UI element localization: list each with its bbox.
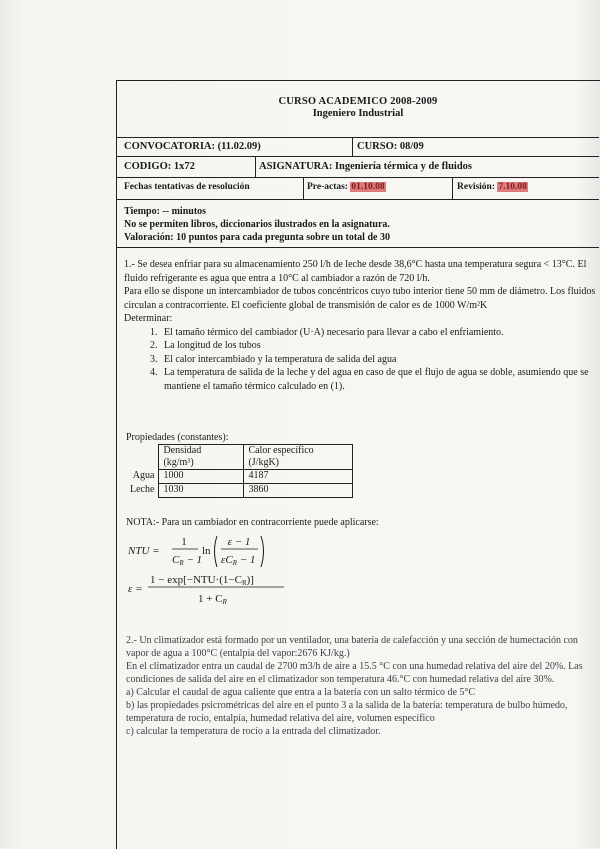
grid-line: [117, 156, 599, 157]
fechas-label: Fechas tentativas de resolución: [124, 182, 250, 192]
properties-table: [126, 444, 353, 498]
grid-line: [303, 177, 304, 199]
properties-title: Propiedades (constantes):: [126, 432, 229, 443]
revision-label: Revisión:: [457, 182, 495, 192]
list-item: 1. El tamaño térmico del cambiador (U·A) necesario para llevar a cabo el enfriamiento.: [160, 326, 596, 340]
revision-field: [457, 182, 528, 192]
ntu-ln: ln: [202, 545, 211, 557]
list-item: 4. La temperatura de salida de la leche y del agua en caso de que el flujo de agua se doble, asumiendo que se mantiene el tamaño térmico calculado en (1).: [160, 366, 596, 393]
cp-value: 4187: [244, 470, 353, 484]
grid-line: [117, 247, 599, 248]
revision-date: 7.10.08: [498, 182, 527, 192]
q2-part-b: b) las propiedades psicrométricas del aire en el punto 3 a la salida de la batería: temperatura de bulbo húmedo, temperatura de rocío, entalpía, humedad relativa del aire, volumen específico: [126, 700, 568, 724]
convocatoria-label: CONVOCATORIA: (11.02.09): [124, 141, 261, 152]
ntu-lhs: NTU =: [128, 545, 160, 557]
degree-name: Ingeniero Industrial: [312, 108, 404, 119]
codigo-label: CODIGO: 1x72: [124, 161, 195, 172]
grid-line: [352, 137, 353, 156]
nota-text: NOTA:- Para un cambiador en contracorriente puede aplicarse:: [126, 517, 379, 528]
grid-line: [255, 156, 256, 177]
q1-determinar: Determinar:: [124, 313, 173, 324]
grid-line: [117, 137, 599, 138]
time-rule: Tiempo: -- minutos: [124, 206, 207, 217]
ntu-inner-den: εCR − 1: [221, 554, 256, 567]
epsilon-lhs: ε =: [128, 583, 143, 595]
grid-line: [117, 199, 599, 200]
q2-intro: 2.- Un climatizador está formado por un ventilador, una batería de calefacción y una sección de humectación con vapor de agua a 100°C (entalpía del vapor:2676 KJ/kg.): [126, 635, 578, 659]
q1-setup: Para ello se dispone un intercambiador de tubos concéntricos cuyo tubo interior tiene 50 mm de diámetro. Los fluidos circulan a contracorriente. El coeficiente global de transmisión de calor es de 1000 W/m²K: [124, 286, 596, 311]
q2-conditions: En el climatizador entra un caudal de 2700 m3/h de aire a 15.5 °C con una humedad relativa del aire del 20%. Las condiciones de salida del aire en el climatizador son temperatura 46.°C con humedad relativa del aire 30%.: [126, 661, 583, 685]
epsilon-den: 1 + CR: [198, 593, 227, 606]
cp-header: Calor específico (J/kgK): [244, 445, 353, 470]
ntu-frac-den: CR − 1: [172, 554, 203, 567]
epsilon-equation: [126, 570, 326, 610]
books-rule: No se permiten libros, diccionarios ilustrados en la asignatura.: [124, 219, 390, 230]
question-2: [126, 634, 596, 738]
ntu-inner-num: ε − 1: [227, 536, 251, 548]
preactas-date: 01.10.08: [351, 182, 385, 192]
cp-value: 3860: [244, 484, 353, 498]
score-rule: Valoración: 10 puntos para cada pregunta sobre un total de 30: [124, 232, 390, 243]
grid-line: [452, 177, 453, 199]
exam-header: [117, 96, 599, 119]
epsilon-num: 1 − exp[−NTU·(1−CR)]: [150, 574, 254, 587]
q2-part-a: a) Calcular el caudal de agua caliente que entra a la batería con un salto térmico de 5°C: [126, 687, 476, 698]
q2-part-c: c) calcular la temperatura de rocío a la entrada del climatizador.: [126, 726, 381, 737]
grid-line: [117, 177, 599, 178]
preactas-label: Pre-actas:: [307, 182, 348, 192]
density-value: 1000: [159, 470, 244, 484]
fluid-name: Leche: [126, 484, 159, 498]
table-row: [126, 470, 353, 484]
density-header: Densidad (kg/m³): [159, 445, 244, 470]
list-item: 2. La longitud de los tubos: [160, 339, 596, 353]
table-row: [126, 484, 353, 498]
preactas-field: [307, 182, 386, 192]
list-item: 3. El calor intercambiado y la temperatura de salida del agua: [160, 353, 596, 367]
density-value: 1030: [159, 484, 244, 498]
asignatura-label: ASIGNATURA: Ingeniería térmica y de fluidos: [259, 161, 473, 172]
ntu-equation: [126, 532, 306, 572]
curso-label: CURSO: 08/09: [357, 141, 424, 152]
fluid-name: Agua: [126, 470, 159, 484]
q1-task-list: [124, 326, 596, 394]
q1-statement: 1.- Se desea enfriar para su almacenamiento 250 l/h de leche desde 38,6°C hasta una temperatura segura < 13°C. El fluido refrigerante es agua que entra a 10°C al cambiador a razón de 720 l/h.: [124, 259, 587, 284]
question-1: [124, 258, 596, 393]
table-row: [126, 445, 353, 470]
ntu-frac-num: 1: [181, 536, 187, 548]
exam-rules: [124, 205, 390, 244]
course-year: CURSO ACADEMICO 2008-2009: [278, 96, 438, 107]
